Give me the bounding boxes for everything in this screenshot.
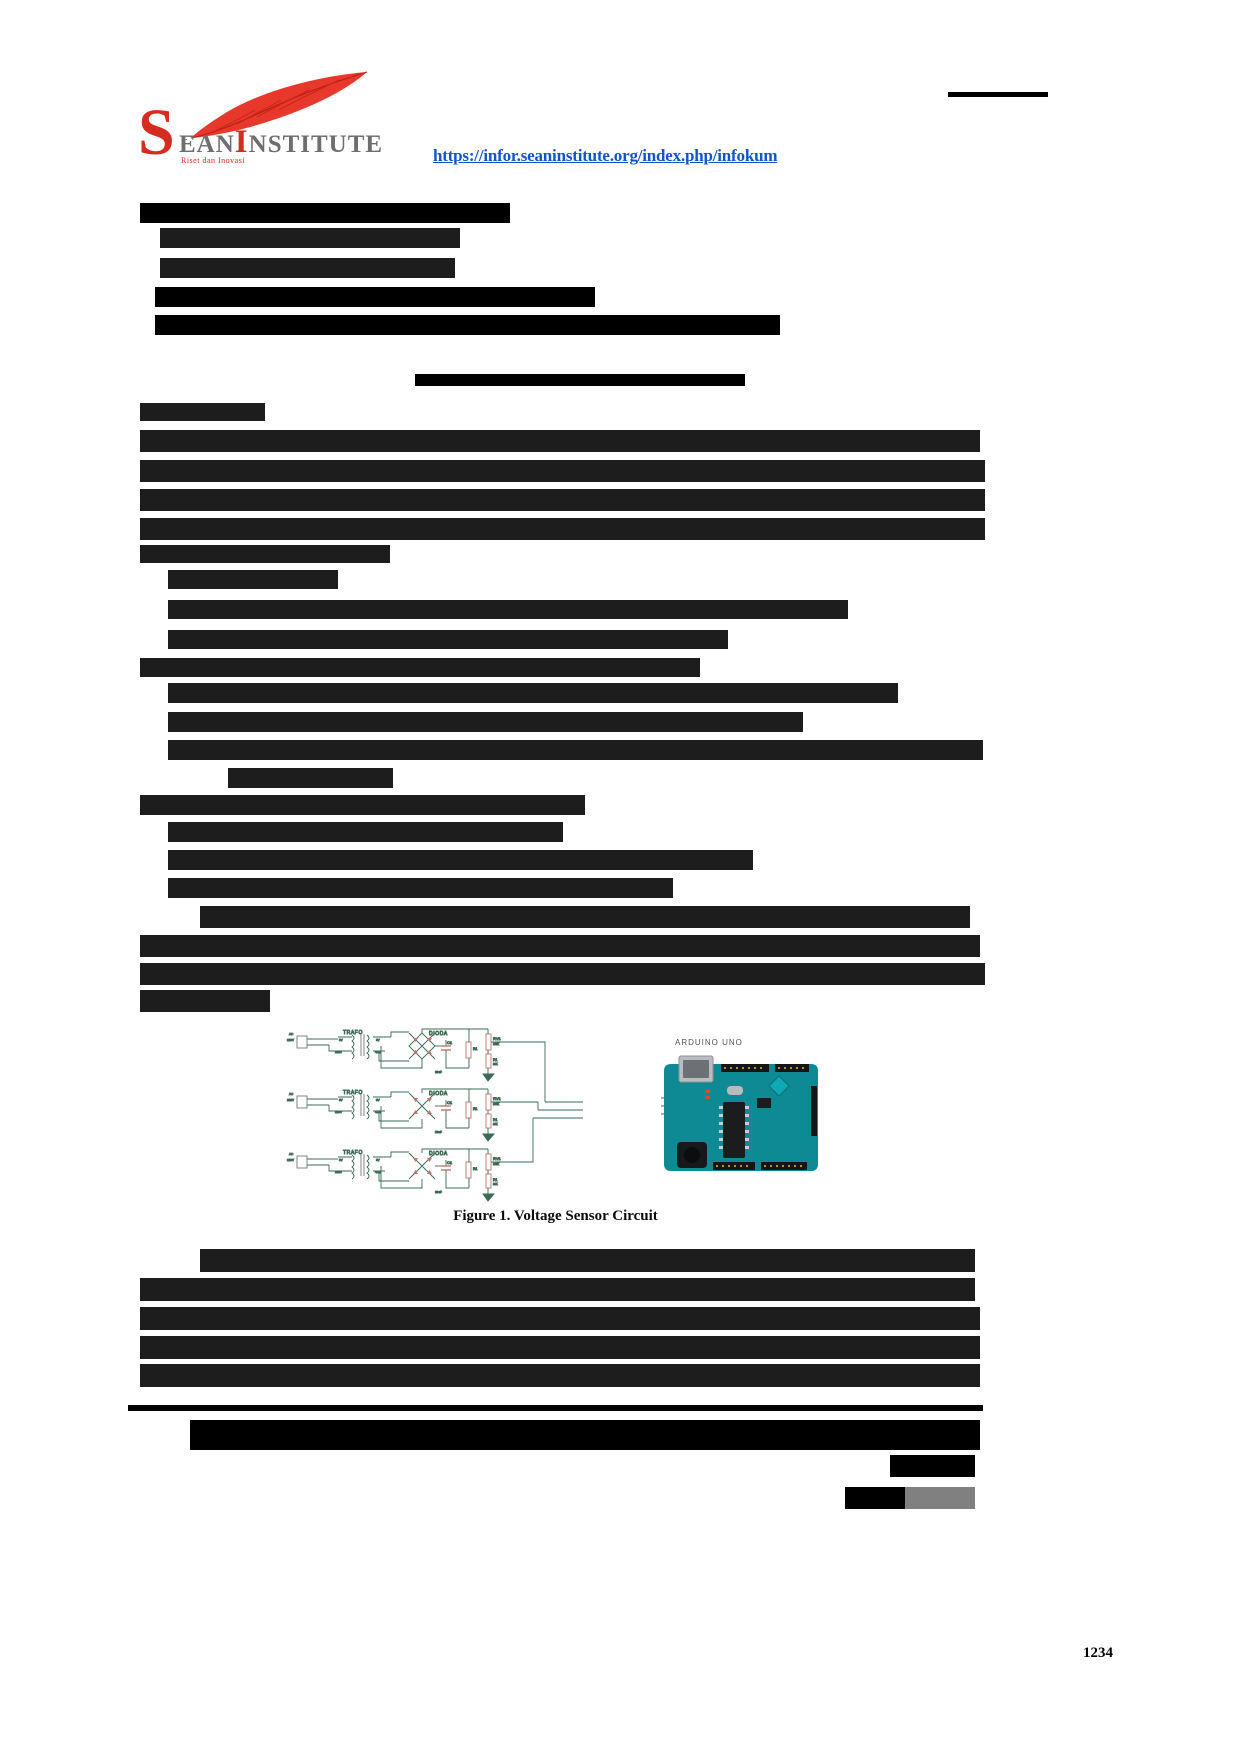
page-header [133,62,1113,182]
svg-text:C1: C1 [447,1100,453,1105]
redacted-text-bar [140,935,980,957]
redacted-text-bar [168,630,728,649]
redacted-text-bar [228,768,393,788]
redacted-text-bar [155,315,780,335]
svg-text:220V: 220V [287,1098,295,1102]
svg-text:220V: 220V [287,1038,295,1042]
svg-text:AC: AC [289,1032,294,1036]
svg-text:C1: C1 [447,1040,453,1045]
svg-text:R1: R1 [473,1047,478,1051]
svg-text:10K: 10K [493,1063,498,1066]
footer-page-number: 1234 [1083,1645,1113,1661]
figure-caption: Figure 1. Voltage Sensor Circuit [453,1208,658,1224]
svg-text:RV1: RV1 [493,1156,501,1161]
redacted-text-bar [140,489,985,511]
svg-text:220V: 220V [335,1050,343,1054]
svg-text:10K: 10K [493,1183,498,1186]
redacted-text-bar [845,1487,905,1509]
redacted-text-bar [140,1278,975,1301]
redacted-text-bar [168,850,753,870]
redacted-text-bar [140,1336,980,1359]
svg-text:DIODA: DIODA [429,1091,448,1097]
svg-text:C1: C1 [447,1160,453,1165]
svg-text:6V: 6V [376,1098,380,1102]
svg-text:100K: 100K [493,1163,500,1166]
svg-text:AC: AC [289,1092,294,1096]
svg-text:TRAFO: TRAFO [343,1090,363,1096]
redacted-text-bar [200,1249,975,1272]
redacted-text-bar [168,712,803,732]
redacted-text-bar [140,460,985,482]
figure-voltage-sensor-circuit [283,1028,828,1213]
logo-letter-s: S [138,96,173,169]
redacted-text-bar [140,963,985,985]
redacted-text-bar [168,600,848,619]
redacted-text-bar [140,990,270,1012]
redacted-text-bar [890,1455,975,1477]
redacted-text-bar [128,1405,983,1411]
redacted-text-bar [168,822,563,842]
arduino-uno-board-image [661,1046,826,1188]
redacted-text-bar [190,1420,980,1450]
redacted-text-bar [168,683,898,703]
redacted-text-bar [140,403,265,421]
svg-text:TRAFO: TRAFO [343,1030,363,1036]
redacted-text-bar [415,374,745,386]
svg-text:6V: 6V [376,1038,380,1042]
svg-text:RV1: RV1 [493,1096,501,1101]
header-rule-bar [948,92,1048,97]
redacted-text-bar [140,1364,980,1387]
svg-text:4.8V: 4.8V [375,1050,382,1054]
svg-text:R1: R1 [473,1107,478,1111]
logo-letter-i: I [234,124,249,160]
redacted-text-bar [160,258,455,278]
sean-institute-logo [133,62,433,170]
svg-text:RV1: RV1 [493,1036,501,1041]
svg-text:220V: 220V [287,1158,295,1162]
svg-text:6V: 6V [339,1158,343,1162]
redacted-text-bar [140,795,585,815]
redacted-text-bar [168,570,338,589]
arduino-board-label: ARDUINO UNO [675,1038,743,1047]
logo-tagline: Riset dan Inovasi [181,156,246,165]
svg-text:100K: 100K [493,1103,500,1106]
logo-word-ean: EAN [179,131,235,158]
svg-text:AC: AC [289,1152,294,1156]
svg-text:R1: R1 [493,1058,498,1062]
svg-text:4.8V: 4.8V [375,1170,382,1174]
journal-url-link[interactable]: https://infor.seaninstitute.org/index.php/infokum [433,146,778,165]
redacted-text-bar [168,878,673,898]
svg-text:220V: 220V [335,1110,343,1114]
svg-text:R1: R1 [493,1118,498,1122]
svg-text:10uF: 10uF [435,1190,442,1194]
svg-text:220V: 220V [335,1170,343,1174]
redacted-text-bar [140,430,980,452]
svg-text:R1: R1 [473,1167,478,1171]
logo-word-nstitute: NSTITUTE [248,131,384,158]
svg-text:TRAFO: TRAFO [343,1150,363,1156]
svg-text:100K: 100K [493,1043,500,1046]
redacted-text-bar [155,287,595,307]
redacted-text-bar [200,906,970,928]
circuit-schematic [283,1028,613,1213]
svg-text:4.8V: 4.8V [375,1110,382,1114]
redacted-text-bar [168,740,983,760]
redacted-text-bar [140,203,510,223]
svg-text:10uF: 10uF [435,1070,442,1074]
svg-text:DIODA: DIODA [429,1031,448,1037]
redacted-text-bar [140,545,390,563]
redacted-text-bar [905,1487,975,1509]
redacted-text-bar [160,228,460,248]
redacted-text-bar [140,658,700,677]
svg-text:10K: 10K [493,1123,498,1126]
svg-text:10uF: 10uF [435,1130,442,1134]
redacted-text-bar [140,518,985,540]
redacted-text-bar [140,1307,980,1330]
svg-text:6V: 6V [339,1098,343,1102]
svg-text:6V: 6V [339,1038,343,1042]
svg-text:R1: R1 [493,1178,498,1182]
svg-text:DIODA: DIODA [429,1151,448,1157]
svg-text:6V: 6V [376,1158,380,1162]
